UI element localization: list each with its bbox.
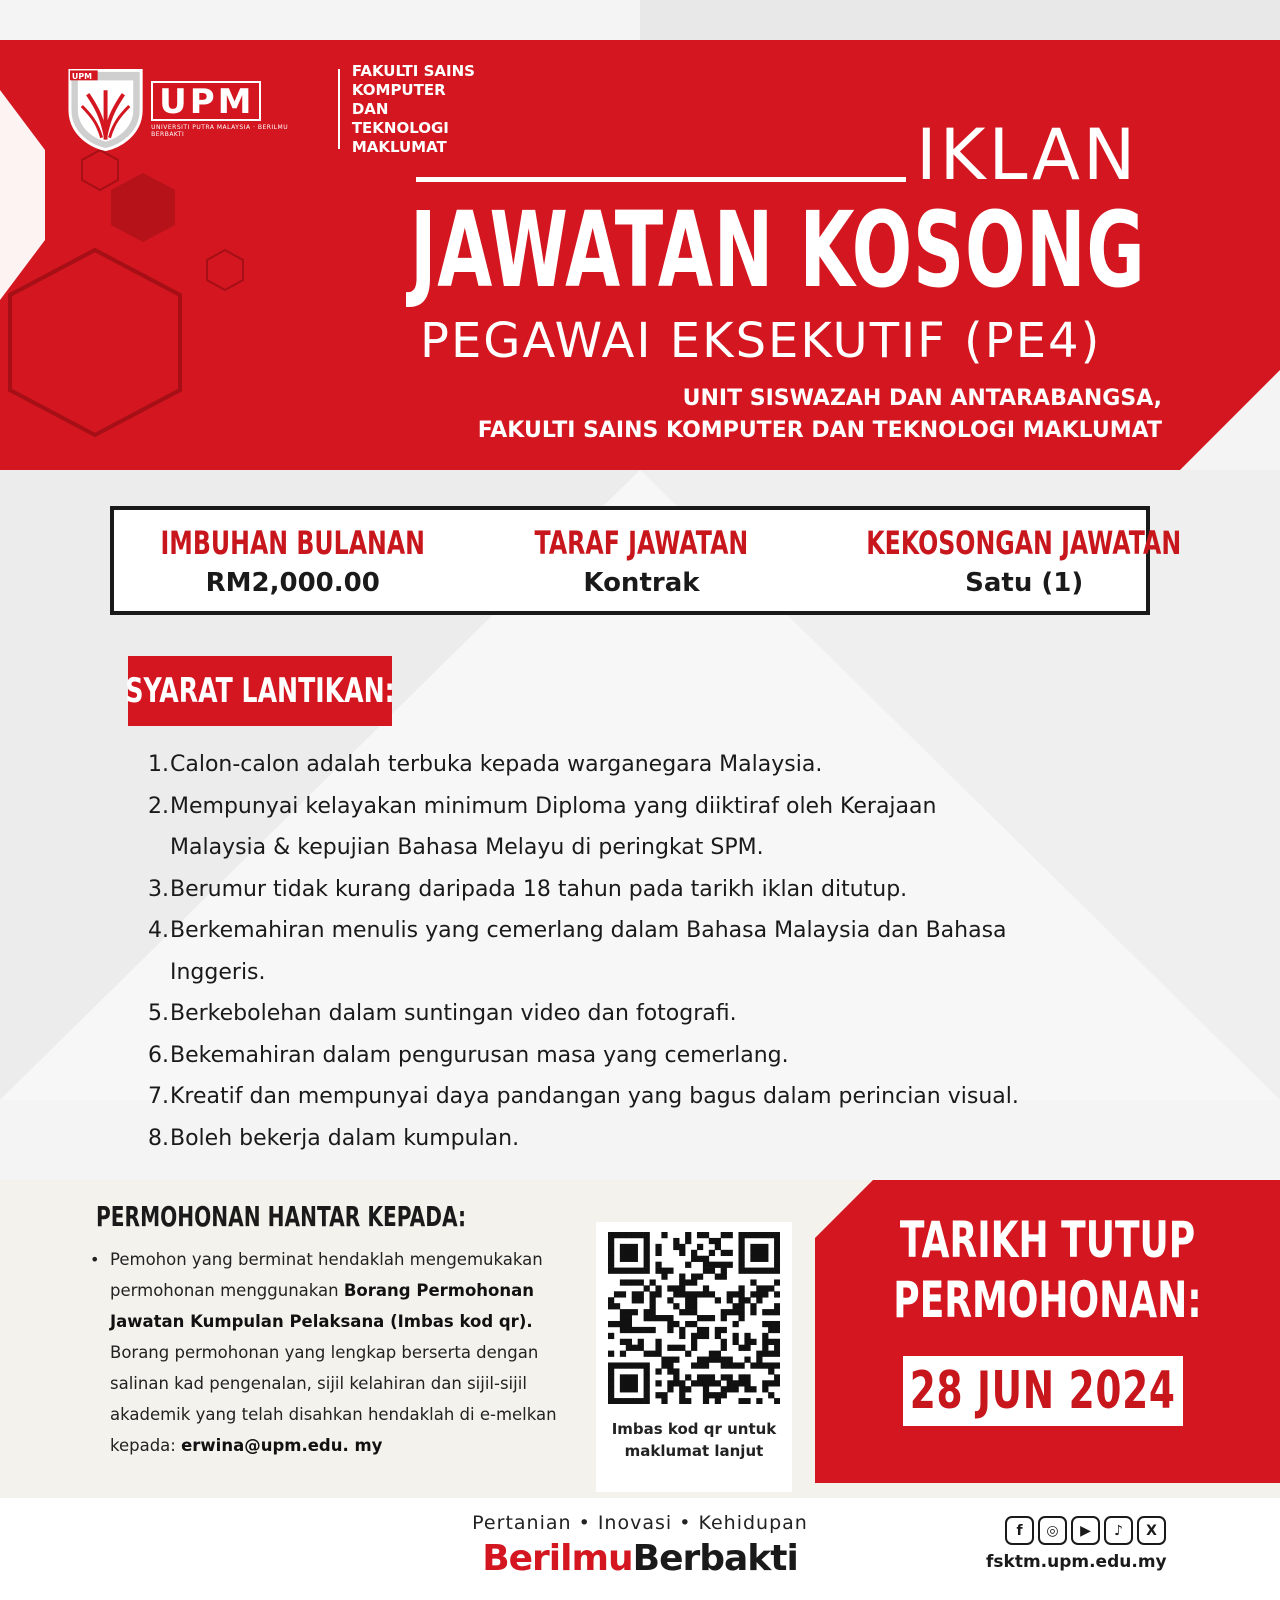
list-item-text: Berkemahiran menulis yang cemerlang dalam Bahasa Malaysia dan Bahasa Inggeris. <box>170 918 1007 985</box>
kekosongan-label: KEKOSONGAN JAWATAN <box>866 524 1182 562</box>
bullet-icon: • <box>90 1250 100 1269</box>
logo-divider <box>338 69 340 149</box>
iklan-underline <box>416 177 906 182</box>
list-item-text: Mempunyai kelayakan minimum Diploma yang diiktiraf oleh Kerajaan Malaysia & kepujian Bahasa Melayu di peringkat SPM. <box>170 793 937 860</box>
info-imbuhan <box>114 510 471 611</box>
tagline: Pertanian • Inovasi • Kehidupan <box>472 1512 808 1534</box>
contact-email[interactable]: erwina@upm.edu. my <box>181 1436 383 1455</box>
brand-slogan <box>470 1538 810 1579</box>
unit-line: FAKULTI SAINS KOMPUTER DAN TEKNOLOGI MAKLUMAT <box>477 418 1162 443</box>
list-item-number: 3. <box>148 876 169 902</box>
list-item-text: Berkebolehan dalam suntingan video dan fotografi. <box>170 1001 737 1026</box>
unit-name <box>478 383 1162 447</box>
permohonan-text <box>110 1244 570 1461</box>
list-item <box>148 786 1148 869</box>
list-item-text: Berumur tidak kurang daripada 18 tahun pada tarikh iklan ditutup. <box>170 876 908 902</box>
deadline-title <box>880 1210 1215 1330</box>
position-info-box <box>110 506 1182 615</box>
list-item <box>148 1076 1148 1118</box>
permohonan-body <box>90 1244 570 1461</box>
imbuhan-label: IMBUHAN BULANAN <box>160 524 425 562</box>
permohonan-form-name: Borang Permohonan Jawatan Kumpulan Pelaksana (Imbas kod qr). <box>110 1281 535 1331</box>
requirements-list <box>148 744 1148 1159</box>
list-item <box>148 1118 1148 1160</box>
list-item-text: Calon-calon adalah terbuka kepada warganegara Malaysia. <box>170 752 823 777</box>
list-item <box>148 993 1148 1035</box>
faculty-line: KOMPUTER DAN <box>351 80 446 118</box>
brand-word-berbakti: Berbakti <box>632 1538 798 1579</box>
position-title: PEGAWAI EKSEKUTIF (PE4) <box>420 313 1102 369</box>
info-kekosongan <box>811 510 1236 611</box>
youtube-icon[interactable]: ▶ <box>1071 1516 1100 1545</box>
info-taraf <box>471 510 811 611</box>
svg-text:UPM: UPM <box>71 71 93 81</box>
deadline-title-line: PERMOHONAN: <box>893 1271 1202 1329</box>
deadline-panel <box>815 1180 1280 1483</box>
list-item <box>148 1035 1148 1077</box>
permohonan-text-1: Pemohon yang berminat hendaklah mengemukakan permohonan menggunakan <box>110 1250 543 1300</box>
list-item-number: 2. <box>148 793 169 819</box>
qr-code-icon[interactable] <box>608 1232 780 1404</box>
list-item-number: 1. <box>148 752 169 777</box>
list-item-text: Bekemahiran dalam pengurusan masa yang cemerlang. <box>170 1042 789 1068</box>
kekosongan-value: Satu (1) <box>965 568 1084 598</box>
syarat-heading-badge <box>125 656 395 726</box>
unit-line: UNIT SISWAZAH DAN ANTARABANGSA, <box>682 386 1162 411</box>
list-item-number: 5. <box>148 1001 169 1026</box>
list-item-number: 4. <box>148 918 169 943</box>
faculty-line: MAKLUMAT <box>351 137 447 156</box>
faculty-line: FAKULTI SAINS <box>351 61 475 80</box>
x-icon[interactable]: X <box>1137 1516 1166 1545</box>
deadline-title-line: TARIKH TUTUP <box>899 1211 1196 1269</box>
list-item-number: 8. <box>148 1125 169 1151</box>
permohonan-heading: PERMOHONAN HANTAR KEPADA: <box>96 1200 467 1233</box>
facebook-icon[interactable]: f <box>1005 1516 1034 1545</box>
brand-word-berilmu: Berilmu <box>482 1538 633 1579</box>
upm-wordmark <box>151 81 322 138</box>
imbuhan-value: RM2,000.00 <box>205 568 380 598</box>
instagram-icon[interactable]: ◎ <box>1038 1516 1067 1545</box>
deadline-date-box <box>903 1356 1183 1426</box>
list-item <box>148 869 1148 911</box>
permohonan-text-2: Borang permohonan yang lengkap berserta dengan salinan kad pengenalan, sijil kelahiran dan sijil-sijil akademik yang telah disahkan hendaklah di e-melkan kepada: <box>110 1343 557 1455</box>
list-item-number: 6. <box>148 1042 169 1068</box>
taraf-label: TARAF JAWATAN <box>534 524 749 562</box>
taraf-value: Kontrak <box>583 568 700 598</box>
tiktok-icon[interactable]: ♪ <box>1104 1516 1133 1545</box>
list-item <box>148 744 1148 786</box>
list-item-text: Boleh bekerja dalam kumpulan. <box>170 1125 520 1151</box>
upm-motto: UNIVERSITI PUTRA MALAYSIA · BERILMU BERBAKTI <box>151 123 289 138</box>
social-links <box>1005 1516 1166 1545</box>
qr-card <box>596 1222 792 1492</box>
iklan-heading: IKLAN <box>916 114 1139 196</box>
faculty-line: TEKNOLOGI <box>351 118 449 137</box>
page-title: JAWATAN KOSONG <box>410 189 1146 311</box>
iklan-row <box>416 114 1156 196</box>
list-item <box>148 910 1148 993</box>
website-link[interactable]: fsktm.upm.edu.my <box>986 1552 1167 1572</box>
deadline-date: 28 JUN 2024 <box>910 1361 1176 1421</box>
upm-word: UPM <box>151 81 260 121</box>
qr-caption: Imbas kod qr untuk maklumat lanjut <box>611 1420 777 1460</box>
upm-shield-icon <box>66 66 145 152</box>
list-item-text: Kreatif dan mempunyai daya pandangan yang bagus dalam perincian visual. <box>170 1084 1019 1109</box>
list-item-number: 7. <box>148 1084 169 1109</box>
syarat-heading: SYARAT LANTIKAN: <box>125 671 395 711</box>
